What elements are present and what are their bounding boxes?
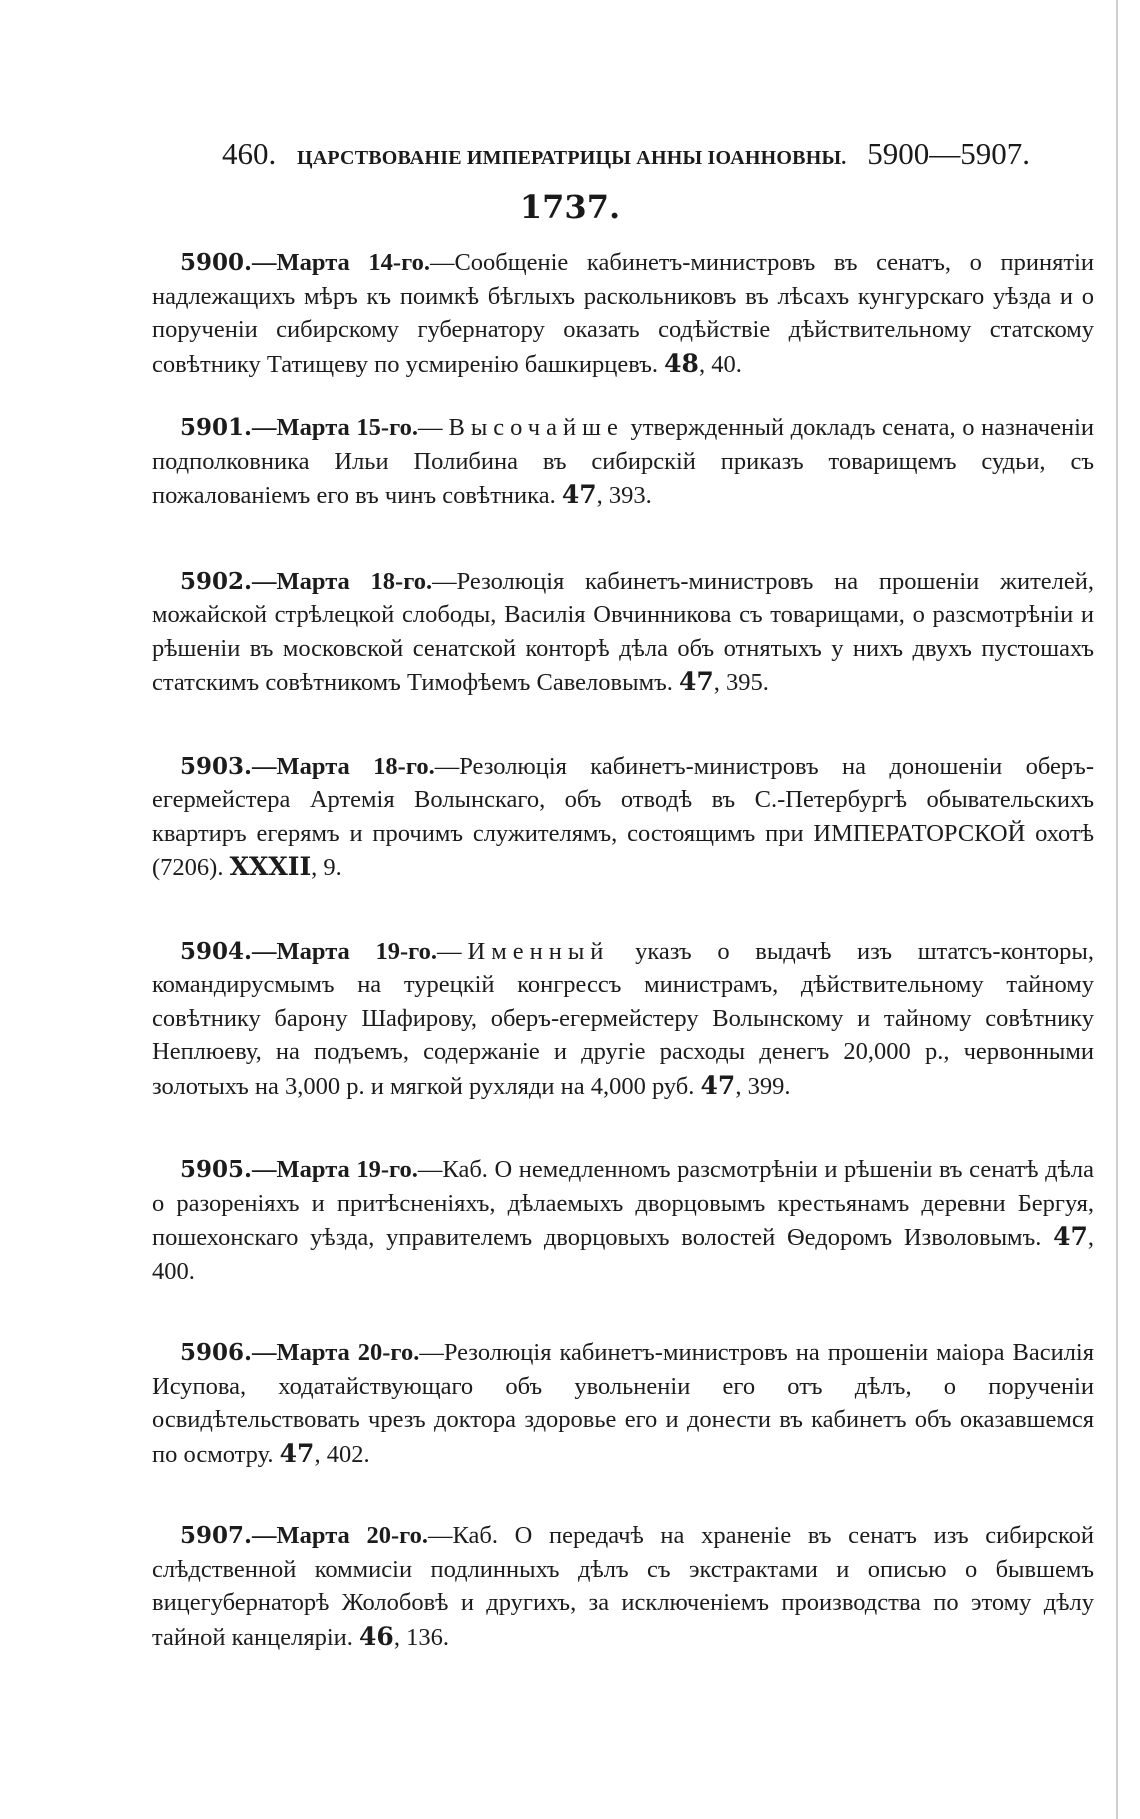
entry-number: 5907.	[180, 1522, 253, 1549]
scan-edge-line	[1116, 0, 1118, 1819]
entry-spaced-word: —Высочайше	[417, 414, 624, 441]
running-title: ЦАРСТВОВАНІЕ ИМПЕРАТРИЦЫ АННЫ ІОАННОВНЫ.	[296, 147, 847, 169]
entry-5906	[152, 1336, 1094, 1471]
entry-5902	[152, 565, 1094, 700]
page-reference: , 402.	[314, 1440, 370, 1468]
entry-5901	[152, 411, 1094, 513]
entry-text: утвержденный докладъ сената, о назначеніи подполковника Ильи Полибина въ сибирскій приказъ товарищемъ судьи, съ пожалованіемъ его въ чинъ совѣтника.	[152, 414, 1094, 509]
volume-number: 47	[279, 1438, 315, 1468]
entry-spaced-word: —Именный	[437, 937, 610, 965]
page-reference: , 40.	[698, 350, 742, 378]
entry-date: —Марта 20-го.	[252, 1339, 420, 1366]
entry-date: —Марта 18-го.	[252, 567, 433, 595]
entry-number: 5900.	[180, 249, 253, 276]
entry-5900	[152, 246, 1094, 381]
page-header	[222, 136, 1030, 176]
volume-number: 46	[359, 1621, 394, 1651]
entry-number: 5906.	[180, 1339, 253, 1366]
page-reference: , 9.	[311, 854, 342, 881]
page-reference: , 395.	[713, 669, 769, 696]
entry-text: —Резолюція кабинетъ-министровъ на доношеніи оберъ-егермейстера Артемія Волынскаго, объ отводѣ въ С.-Петербургѣ обывательскихъ квартиръ егерямъ и прочимъ служителямъ, состоящимъ при ИМПЕРАТОРСКОЙ охотѣ (7206).	[152, 752, 1095, 881]
entries-list	[152, 246, 1094, 1654]
page-reference: , 400.	[152, 1224, 1095, 1285]
entry-text: —Сообщеніе кабинетъ-министровъ въ сенатъ, о принятіи надлежащихъ мѣръ къ поимкѣ бѣглыхъ раскольниковъ въ лѣсахъ кунгурскаго уѣзда и о порученіи сибирскому губернатору оказать содѣйствіе дѣйствительному статскому совѣтнику Татищеву по усмиренію башкирцевъ.	[152, 249, 1094, 378]
entry-date: —Марта 19-го.	[252, 937, 438, 965]
entry-date: —Марта 20-го.	[252, 1522, 428, 1549]
volume-number: XXXII	[229, 852, 312, 881]
document-number-range: 5900—5907.	[867, 136, 1030, 171]
entry-date: —Марта 15-го.	[252, 414, 418, 441]
entry-text: —Резолюція кабинетъ-министровъ на прошеніи маіора Василія Исупова, ходатайствующаго объ увольненіи его отъ дѣлъ, о порученіи освидѣтельствовать чрезъ доктора здоровье его и донести въ кабинетъ объ оказавшемся по осмотру.	[152, 1339, 1094, 1468]
volume-number: 47	[1053, 1222, 1088, 1251]
entry-number: 5902.	[180, 567, 253, 595]
entry-number: 5903.	[180, 752, 253, 780]
entry-text: —Каб. О передачѣ на храненіе въ сенатъ изъ сибирской слѣдственной коммисіи подлинныхъ дѣлъ съ экстрактами и описью о бывшемъ вицегубернаторѣ Жолобовѣ и другихъ, за исключеніемъ производства по этому дѣлу тайной канцеляріи.	[152, 1522, 1094, 1651]
entry-date: —Марта 18-го.	[252, 752, 435, 780]
entry-5905	[152, 1153, 1094, 1288]
entry-text: указъ о выдачѣ изъ штатсъ-конторы, командирусмымъ на турецкій конгрессъ министрамъ, дѣйствительному тайному совѣтнику барону Шафирову, оберъ-егермейстеру Волынскому и тайному совѣтнику Неплюеву, на подъемъ, содержаніе и другіе расходы денегъ 20,000 р., червонными золотыхъ на 3,000 р. и мягкой рухляди на 4,000 руб.	[152, 937, 1094, 1100]
entry-text: —Резолюція кабинетъ-министровъ на прошеніи жителей, можайской стрѣлецкой слободы, Василія Овчинникова съ товарищами, о разсмотрѣніи и рѣшеніи въ московской сенатской конторѣ дѣла объ отнятыхъ у нихъ двухъ пустошахъ статскимъ совѣтникомъ Тимофѣемъ Савеловымъ.	[152, 567, 1094, 696]
page-reference: , 136.	[393, 1623, 449, 1651]
year-heading: 1737.	[519, 188, 621, 226]
volume-number: 47	[700, 1070, 736, 1100]
page-reference: , 393.	[596, 482, 652, 509]
entry-number: 5904.	[180, 937, 253, 965]
entry-date: —Марта 19-го.	[252, 1156, 418, 1183]
volume-number: 48	[664, 348, 699, 378]
volume-number: 47	[561, 480, 597, 509]
entry-date: —Марта 14-го.	[252, 249, 430, 276]
volume-number: 47	[679, 667, 714, 696]
entry-text: —Каб. О немедленномъ разсмотрѣніи и рѣшеніи въ сенатѣ дѣла о разореніяхъ и притѣсненіяхъ, дѣлаемыхъ дворцовымъ крестьянамъ деревни Бергуя, пошехонскаго уѣзда, управителемъ дворцовыхъ волостей Ѳедоромъ Изволовымъ.	[152, 1156, 1094, 1251]
entry-5904	[152, 935, 1094, 1104]
page-reference: , 399.	[735, 1072, 791, 1100]
entry-5903	[152, 750, 1094, 885]
entry-number: 5905.	[180, 1156, 253, 1183]
page-number: 460.	[222, 136, 277, 171]
entry-5907	[152, 1519, 1094, 1654]
entry-number: 5901.	[180, 414, 253, 441]
